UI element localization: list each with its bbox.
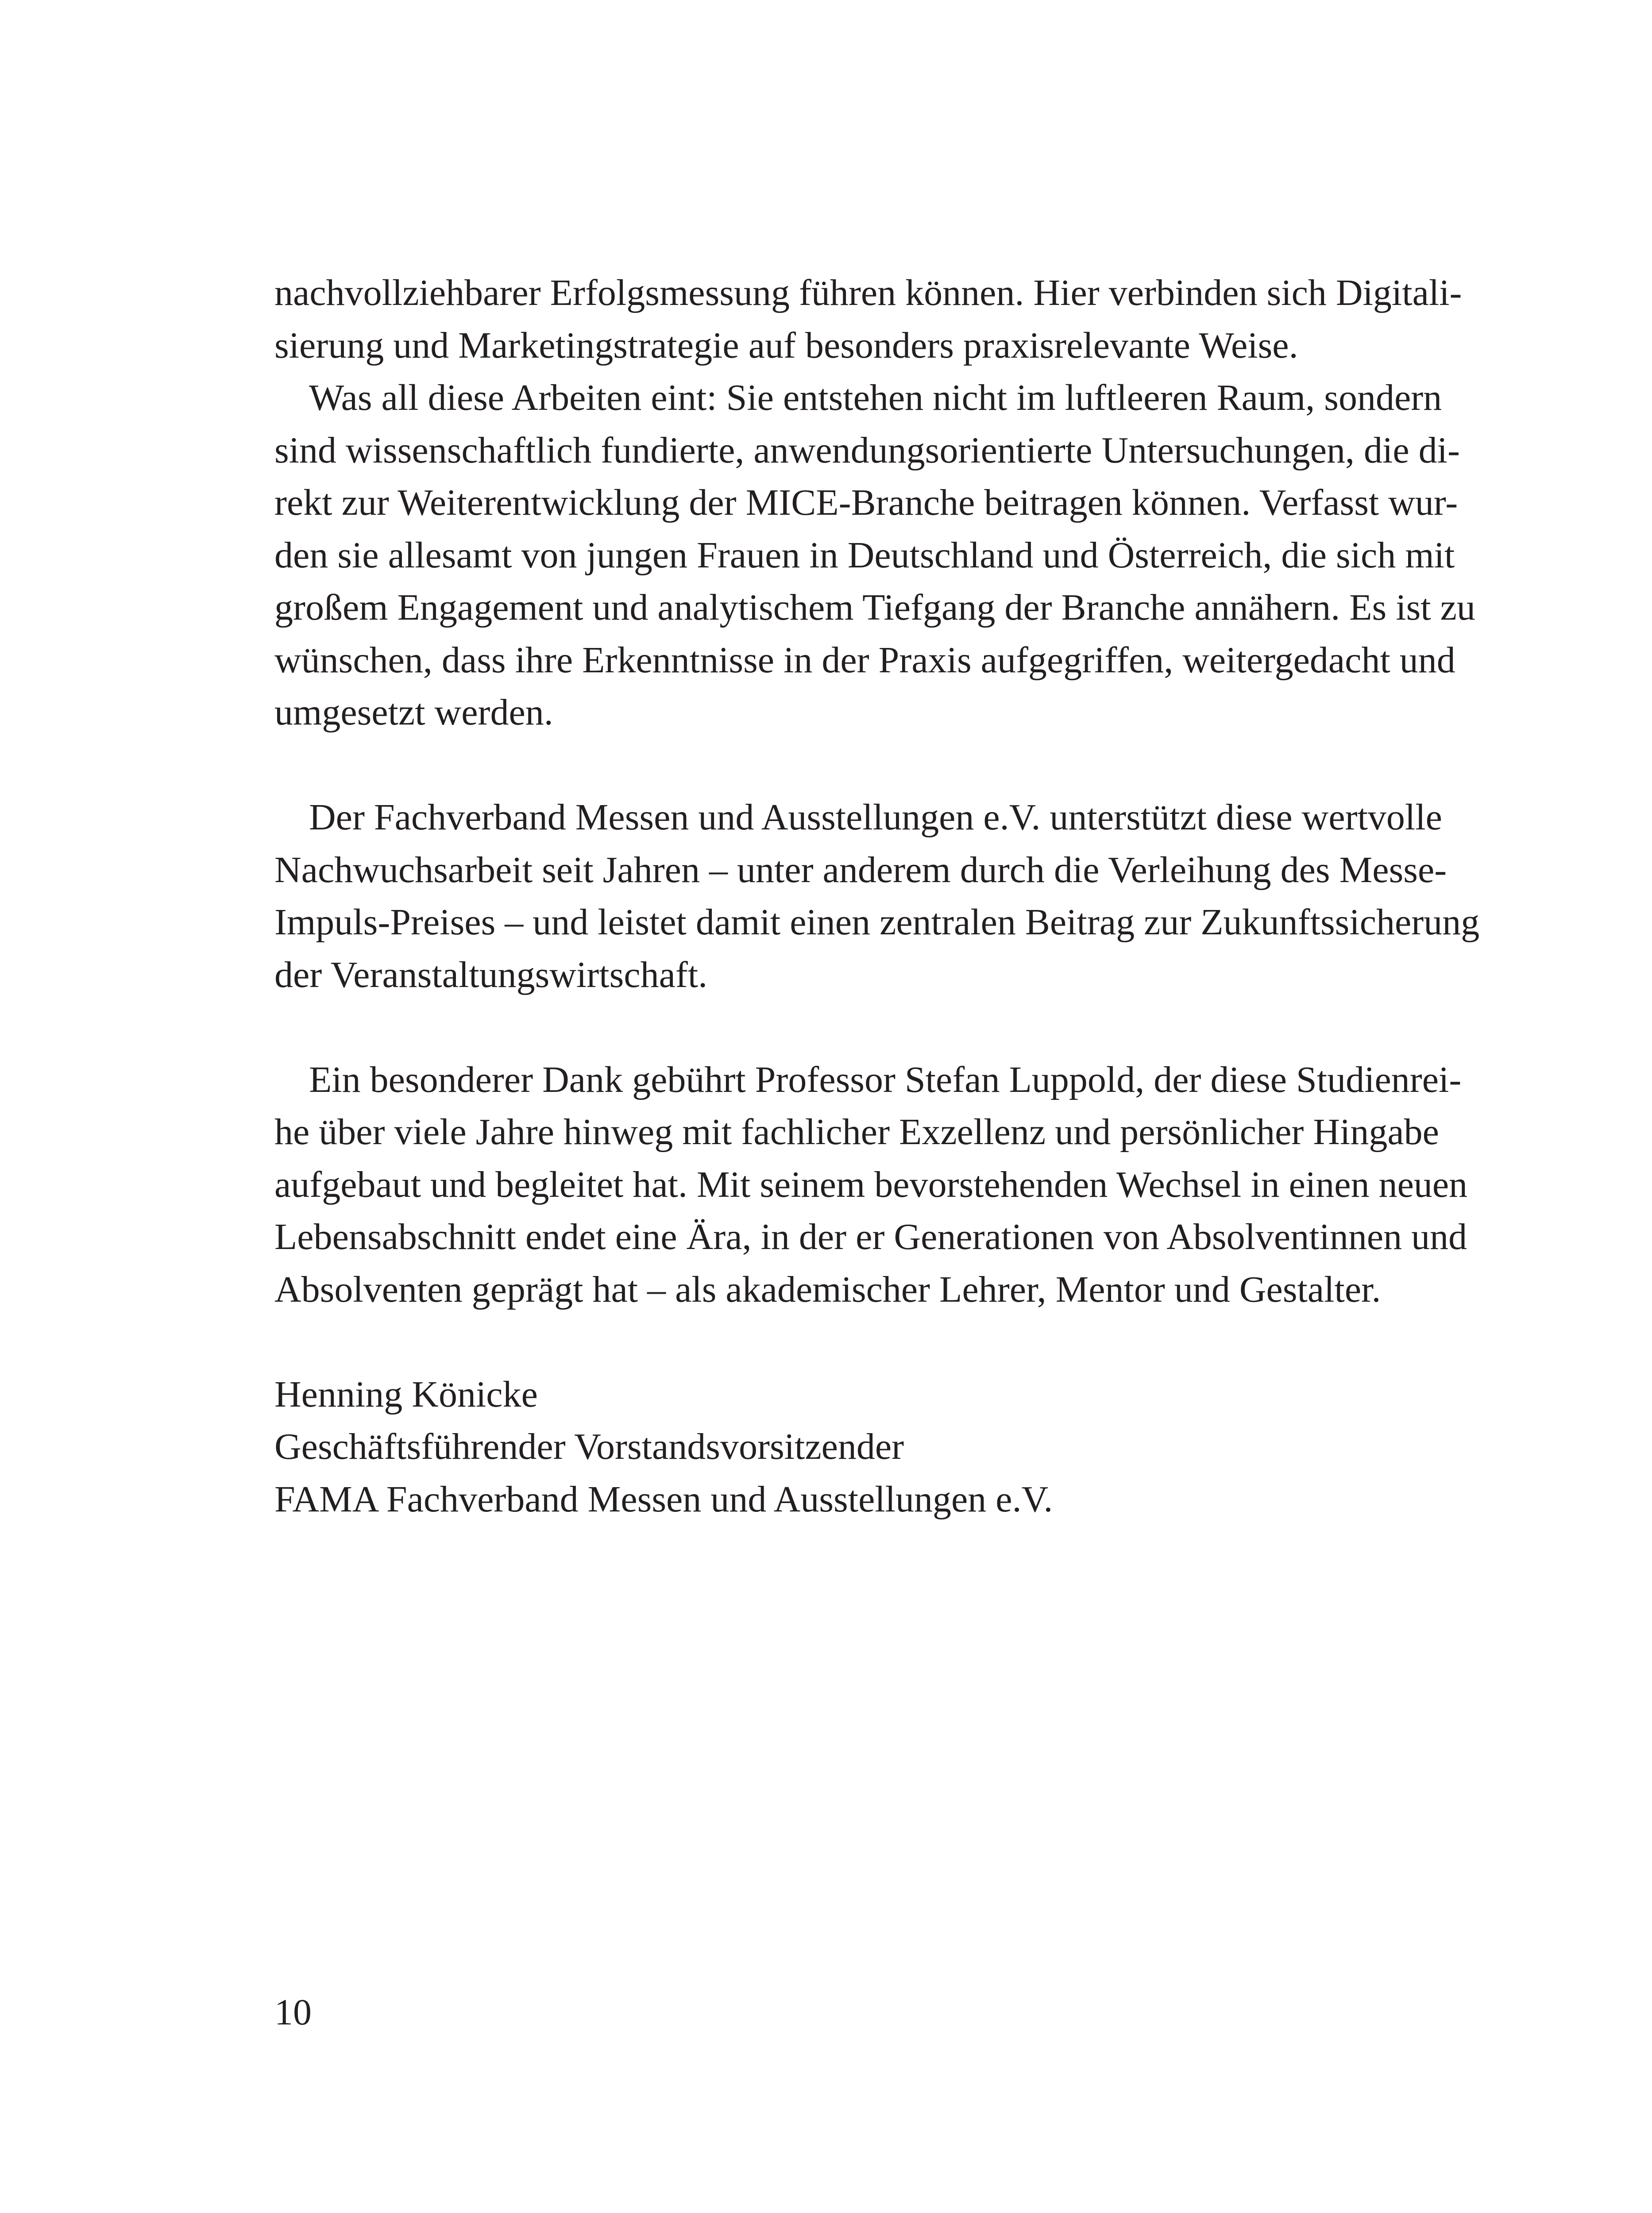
signatory-name: Henning Könicke [274, 1373, 538, 1415]
text-line: Ein besonderer Dank gebührt Professor Stefan Luppold, der diese Studienrei- [309, 1059, 1462, 1100]
paragraph-continuation [274, 267, 1462, 372]
text-line: der Veranstaltungswirtschaft. [274, 954, 708, 995]
text-line: nachvollziehbarer Erfolgsmessung führen können. Hier verbinden sich Digitali- [274, 272, 1462, 313]
paragraph-research-summary [274, 372, 1475, 739]
text-line: sierung und Marketingstrategie auf besonders praxisrelevante Weise. [274, 324, 1298, 366]
page-number: 10 [274, 1992, 312, 2033]
text-line: umgesetzt werden. [274, 692, 553, 733]
paragraph-spacer [274, 1316, 1412, 1369]
signature-block [274, 1369, 1412, 1526]
paragraph-spacer [274, 1001, 1412, 1054]
text-line: den sie allesamt von jungen Frauen in Deutschland und Österreich, die sich mit [274, 534, 1455, 576]
text-line: sind wissenschaftlich fundierte, anwendungsorientierte Untersuchungen, die di- [274, 429, 1460, 471]
body-text [274, 267, 1480, 1526]
signatory-role: Geschäftsführender Vorstandsvorsitzender [274, 1426, 904, 1467]
text-line: Nachwuchsarbeit seit Jahren – unter anderem durch die Verleihung des Messe- [274, 849, 1447, 891]
text-line: großem Engagement und analytischem Tiefgang der Branche annähern. Es ist zu [274, 587, 1475, 628]
text-line: wünschen, dass ihre Erkenntnisse in der Praxis aufgegriffen, weitergedacht und [274, 639, 1455, 681]
text-line: aufgebaut und begleitet hat. Mit seinem bevorstehenden Wechsel in einen neuen [274, 1164, 1468, 1205]
paragraph-acknowledgement [274, 1054, 1468, 1316]
text-line: Der Fachverband Messen und Ausstellungen e.V. unterstützt diese wertvolle [309, 797, 1442, 838]
paragraph-spacer [274, 739, 1412, 792]
text-line: Was all diese Arbeiten eint: Sie entstehen nicht im luftleeren Raum, sondern [309, 377, 1442, 418]
text-line: he über viele Jahre hinweg mit fachlicher Exzellenz und persönlicher Hingabe [274, 1111, 1439, 1153]
text-line: Absolventen geprägt hat – als akademischer Lehrer, Mentor und Gestalter. [274, 1268, 1381, 1310]
paragraph-fama-support [274, 791, 1480, 1001]
text-line: Lebensabschnitt endet eine Ära, in der er Generationen von Absolventinnen und [274, 1216, 1467, 1257]
text-line: Impuls-Preises – und leistet damit einen zentralen Beitrag zur Zukunftssicherung [274, 902, 1480, 943]
signatory-organization: FAMA Fachverband Messen und Ausstellungen e.V. [274, 1478, 1053, 1520]
text-line: rekt zur Weiterentwicklung der MICE-Branche beitragen können. Verfasst wur- [274, 482, 1458, 523]
